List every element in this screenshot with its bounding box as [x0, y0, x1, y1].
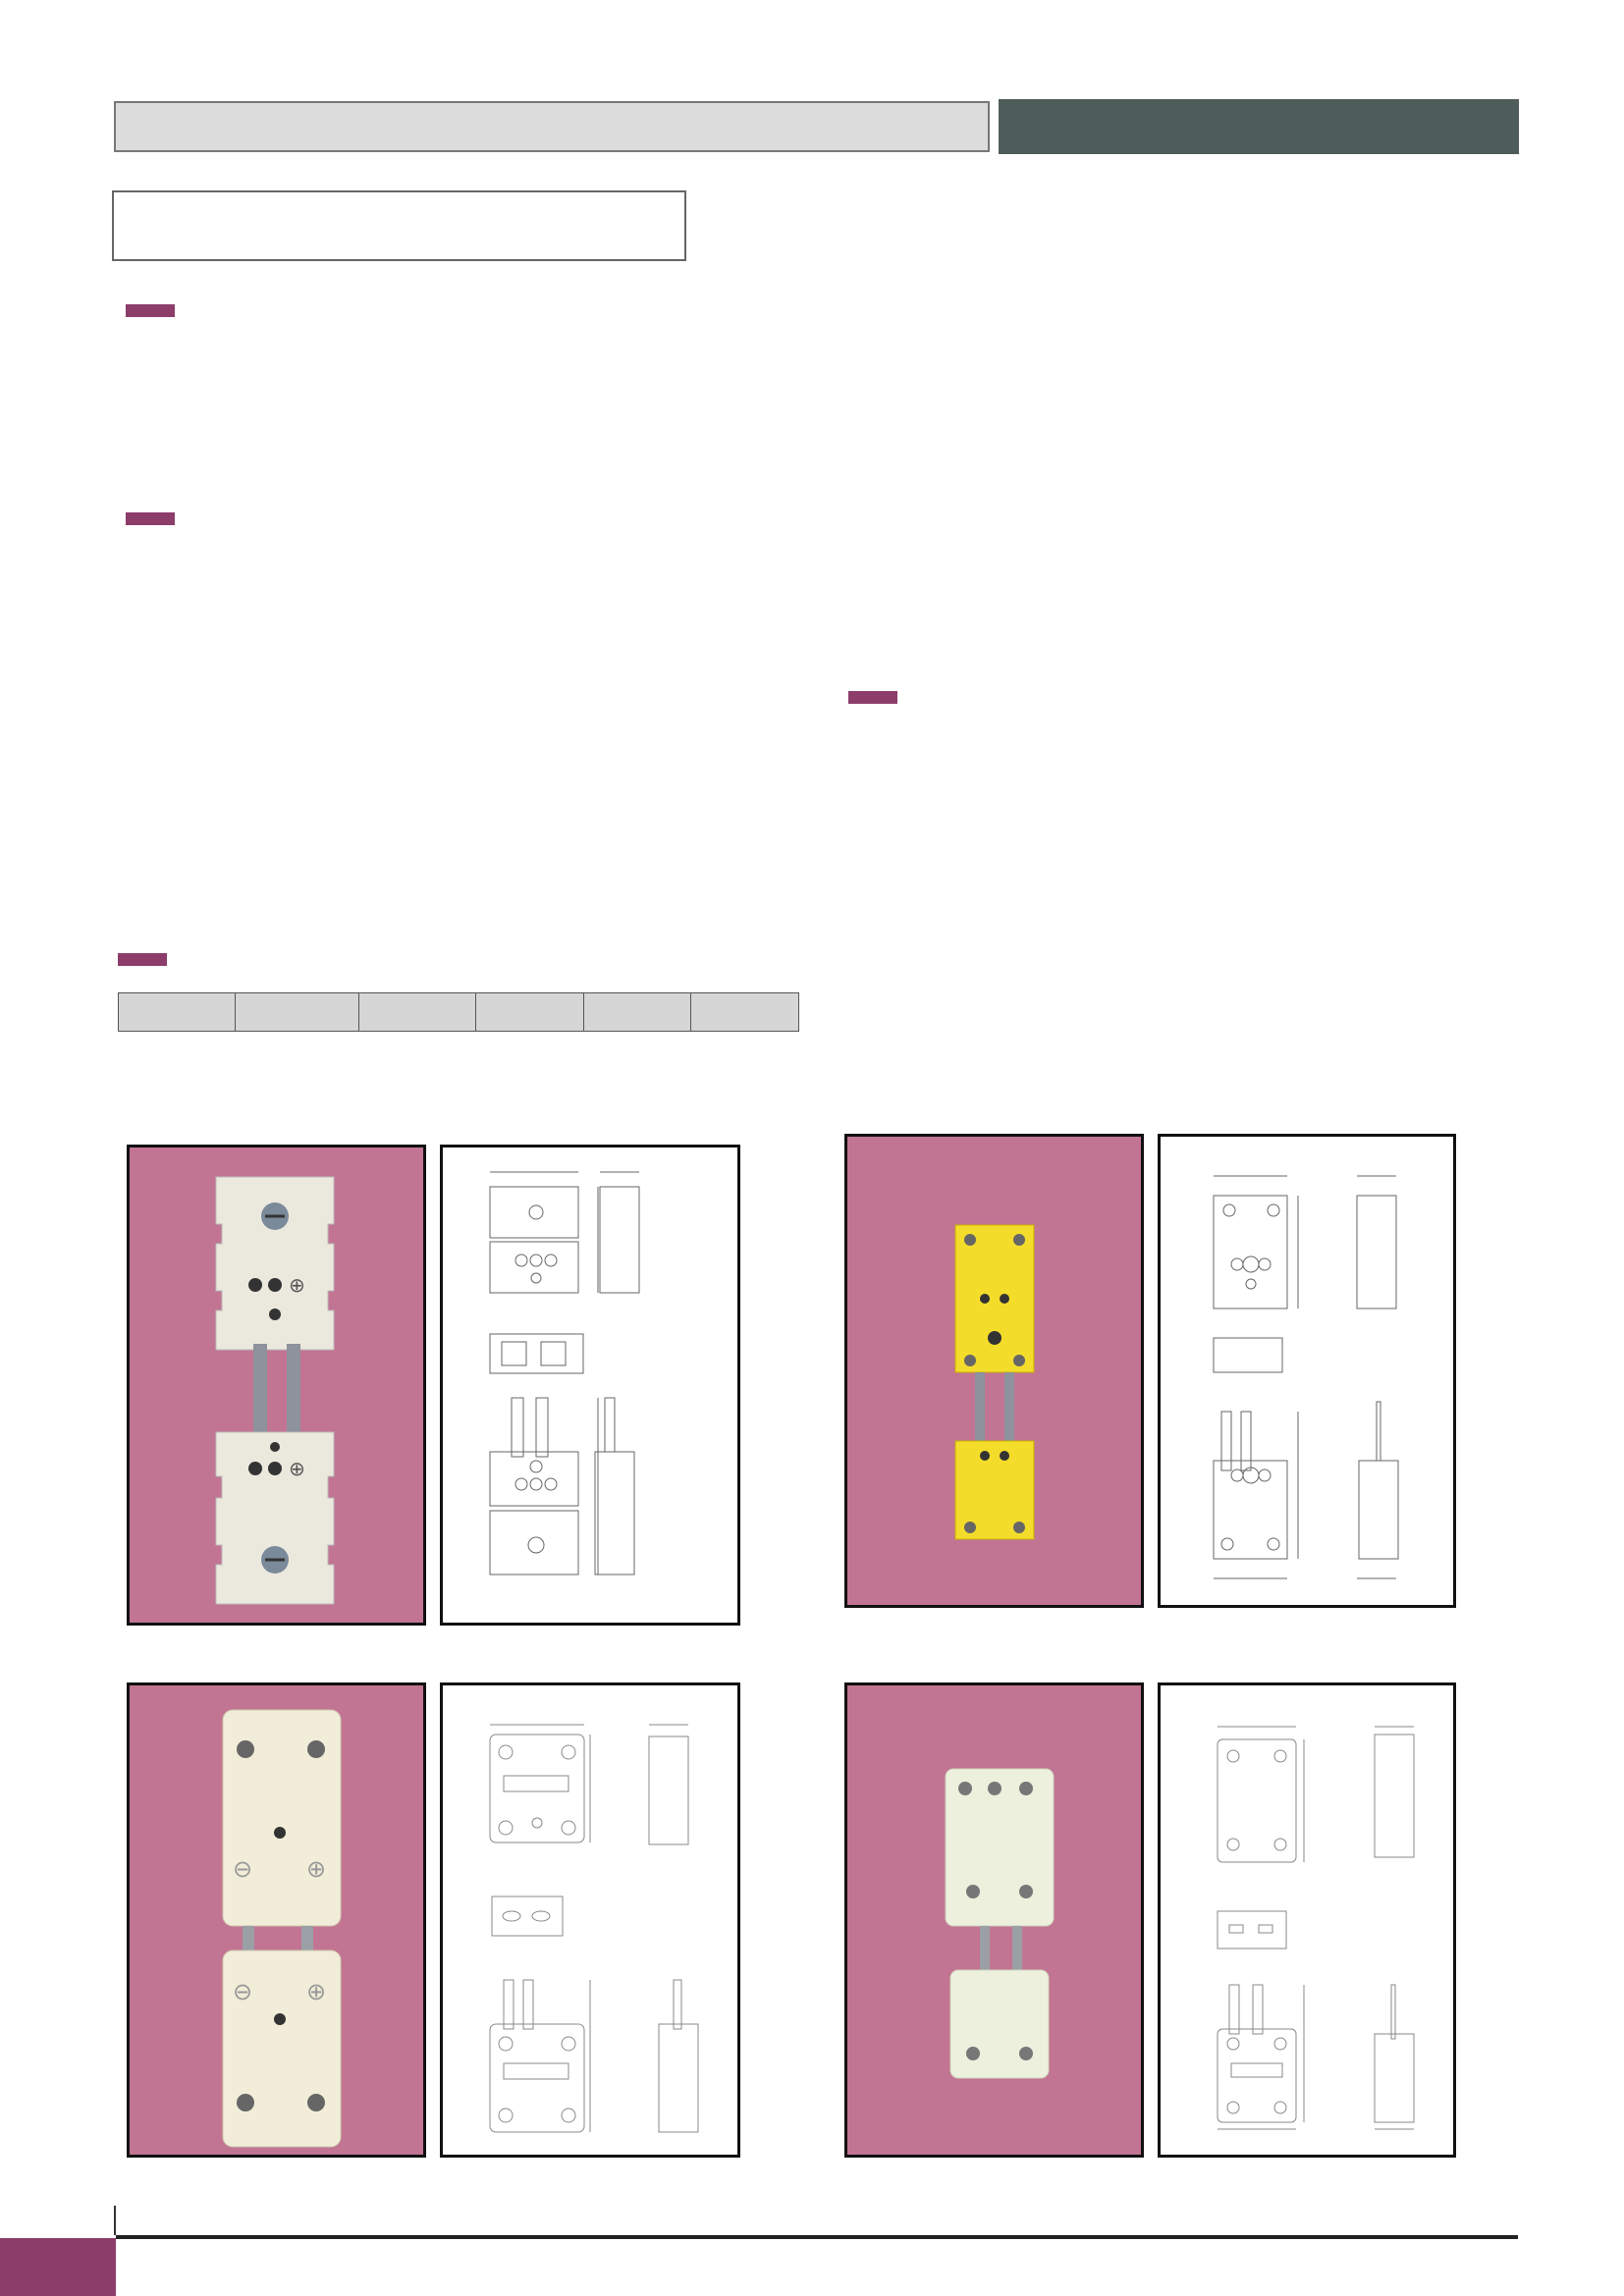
order-code-index [583, 1032, 691, 1076]
svg-text:⊕: ⊕ [289, 1457, 305, 1480]
header-company-bar [114, 101, 990, 152]
footer-rule [116, 2235, 1518, 2239]
order-code-cell [583, 993, 691, 1032]
section-marker [126, 512, 175, 525]
connector-image [216, 1177, 334, 1604]
order-code-cell [358, 993, 475, 1032]
order-code-index-row [119, 1032, 799, 1076]
svg-text:⊖: ⊖ [233, 1855, 253, 1883]
product-drawing-plastic-standard [440, 1145, 740, 1626]
order-code-table [118, 992, 799, 1075]
order-code-index [358, 1032, 475, 1076]
section-marker [126, 304, 175, 317]
svg-text:⊕: ⊕ [306, 1855, 327, 1883]
page-title-box [112, 190, 686, 261]
connector-image [223, 1710, 341, 2147]
section-marker [848, 691, 897, 704]
product-photo-ceramic-mini [844, 1682, 1144, 2158]
svg-text:⊖: ⊖ [233, 1978, 253, 2005]
order-code-index [691, 1032, 799, 1076]
section-marker [118, 953, 167, 966]
footer-accent-block [0, 2238, 116, 2296]
order-code-header-row [119, 993, 799, 1032]
order-code-index [236, 1032, 358, 1076]
product-photo-plastic-mini [844, 1134, 1144, 1608]
product-drawing-ceramic-mini [1158, 1682, 1456, 2158]
header-product-bar [999, 99, 1519, 154]
product-drawing-plastic-mini [1158, 1134, 1456, 1608]
product-drawing-ceramic-standard [440, 1682, 740, 2158]
connector-image [946, 1769, 1054, 2078]
order-code-cell [236, 993, 358, 1032]
connector-image [955, 1225, 1034, 1539]
order-code-cell [691, 993, 799, 1032]
svg-text:⊕: ⊕ [289, 1273, 305, 1297]
order-code-cell [119, 993, 236, 1032]
footer-tick [114, 2206, 116, 2235]
product-photo-plastic-standard [127, 1145, 426, 1626]
product-photo-ceramic-standard [127, 1682, 426, 2158]
order-code-cell [476, 993, 584, 1032]
svg-text:⊕: ⊕ [306, 1978, 327, 2005]
order-code-index [476, 1032, 584, 1076]
order-code-index [119, 1032, 236, 1076]
